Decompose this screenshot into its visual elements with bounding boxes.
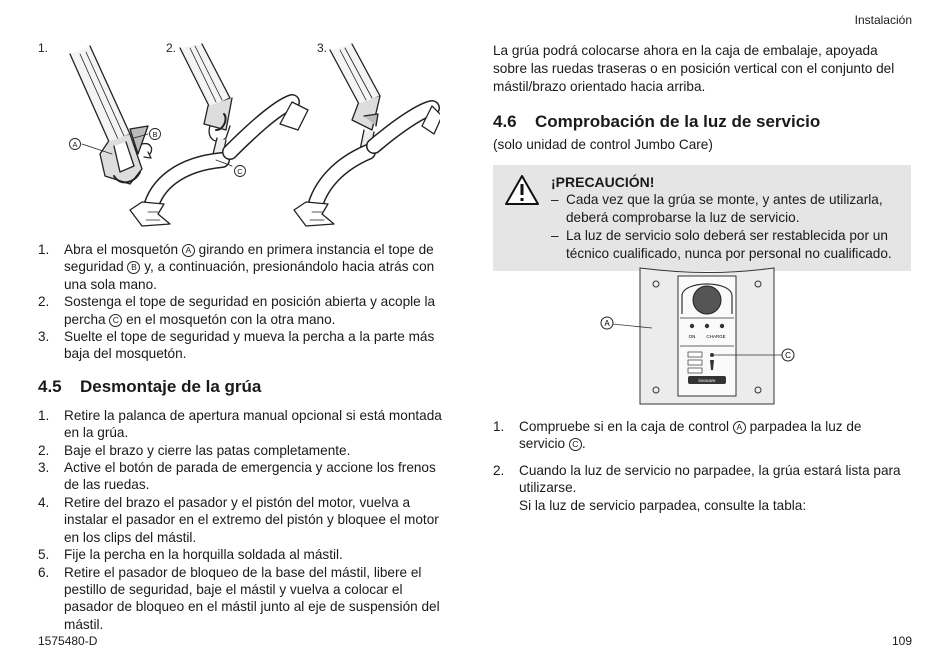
dismantle-step: 3. Active el botón de parada de emergencia y accione los frenos de las ruedas. <box>38 460 436 493</box>
right-column <box>493 42 911 271</box>
caution-box <box>493 165 911 271</box>
ref-mark-c: C <box>109 314 122 327</box>
caution-title: ¡PRECAUCIÓN! <box>551 174 655 190</box>
ref-mark-b: B <box>127 261 140 274</box>
service-step-1: 1. Compruebe si en la caja de control A parpadea la luz de servicio C . <box>493 419 862 452</box>
dismantle-step: 5. Fije la percha en la horquilla soldada al mástil. <box>38 547 343 563</box>
section-subtitle: (solo unidad de control Jumbo Care) <box>493 137 713 152</box>
page-number: 109 <box>891 634 912 648</box>
document-number: 1575480-D <box>38 634 98 648</box>
hook-callout-b: B <box>152 130 158 139</box>
hook-callout-a: A <box>72 140 78 149</box>
panel-label-1: 1. <box>38 41 49 55</box>
intro-paragraph: La grúa podrá colocarse ahora en la caja de embalaje, apoyada sobre las ruedas traseras o en posición vertical con el conjunto del mástil/brazo orientado hacia arriba. <box>493 43 895 94</box>
brand-label: invacare <box>698 378 716 383</box>
control-box-figure <box>598 266 798 416</box>
dismantle-steps <box>38 407 448 633</box>
hook-instructions <box>38 241 448 633</box>
hook-callout-c: C <box>237 167 243 176</box>
panel-label-3: 3. <box>317 41 328 55</box>
hook-step-1: 1. Abra el mosquetón A girando en primera instancia el tope de seguridad B y, a continuación, presionándolo hacia atrás con una sola mano. <box>38 242 435 292</box>
caution-item: – La luz de servicio solo deberá ser restablecida por un técnico cualificado, nunca por personal no cualificado. <box>551 228 892 261</box>
section-heading-4-5: 4.5 Desmontaje de la grúa <box>38 376 262 396</box>
ref-mark-a: A <box>733 421 746 434</box>
panel-label-2: 2. <box>166 41 177 55</box>
hook-panel-3 <box>294 44 440 226</box>
ref-mark-a: A <box>182 244 195 257</box>
hook-step-2: 2. Sostenga el tope de seguridad en posición abierta y acople la percha C en el mosquetón con la otra mano. <box>38 294 436 327</box>
section-heading-4-6: 4.6 Comprobación de la luz de servicio <box>493 112 821 131</box>
ref-mark-c: C <box>569 438 582 451</box>
service-step-2: 2. Cuando la luz de servicio no parpadee, la grúa estará lista para utilizarse. Si la luz de servicio parpadea, consulte la tabla: <box>493 462 901 513</box>
hook-figure <box>30 34 440 234</box>
led-label-on: ON <box>688 334 696 339</box>
dismantle-step: 4. Retire del brazo el pasador y el pistón del motor, vuelva a instalar el pasador en el extremo del pistón y bloquee el motor en los clips del mástil. <box>38 494 439 545</box>
hook-step-3: 3. Suelte el tope de seguridad y mueva la percha a la parte más baja del mosquetón. <box>38 329 435 362</box>
warning-icon <box>503 173 551 263</box>
running-header: Instalación <box>854 13 912 27</box>
dismantle-step: 2. Baje el brazo y cierre las patas completamente. <box>38 442 351 458</box>
service-steps <box>493 418 911 514</box>
box-callout-a: A <box>604 319 610 328</box>
hook-panel-1 <box>70 46 152 184</box>
box-callout-c: C <box>785 351 791 360</box>
led-label-charge: CHARGE <box>706 334 726 339</box>
dismantle-step: 1. Retire la palanca de apertura manual opcional si está montada en la grúa. <box>38 407 442 441</box>
dismantle-step: 6. Retire el pasador de bloqueo de la base del mástil, libere el pestillo de seguridad, baje el mástil y vuelva a colocar el pasador de bloqueo en el mástil junto al eje de suspensión del mástil. <box>38 564 440 632</box>
caution-item: – Cada vez que la grúa se monte, y antes de utilizarla, deberá comprobarse la luz de servicio. <box>551 192 883 225</box>
